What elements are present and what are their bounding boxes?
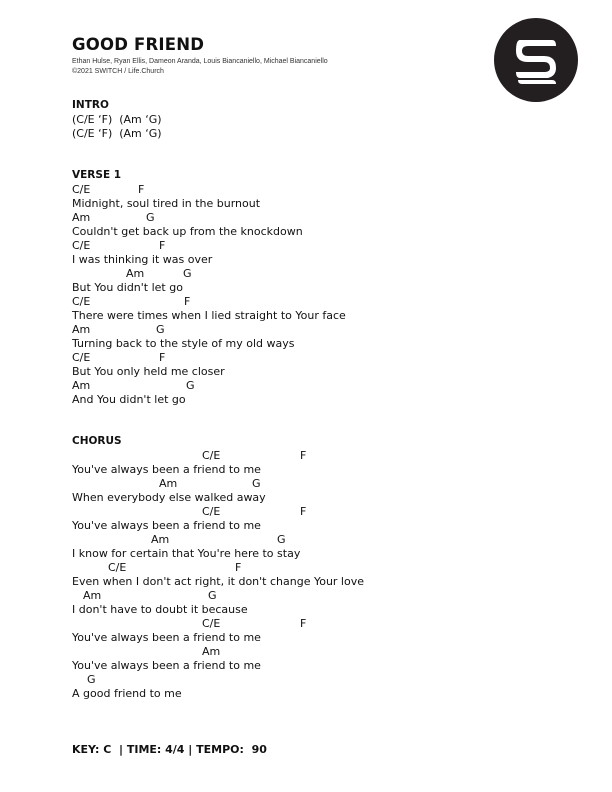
chord: F: [159, 351, 166, 364]
lyric-line: A good friend to me: [72, 687, 182, 700]
lyric-line: Even when I don't act right, it don't change Your love: [72, 575, 364, 588]
song-title: GOOD FRIEND: [72, 35, 205, 54]
section-label-chorus: CHORUS: [72, 435, 122, 447]
chord: Am: [159, 477, 178, 490]
chord: Am: [202, 645, 221, 658]
song-meta-footer: KEY: C | TIME: 4/4 | TEMPO: 90: [72, 743, 267, 756]
copyright: ©2021 SWITCH / Life.Church: [72, 68, 164, 75]
lyric-line: You've always been a friend to me: [72, 631, 261, 644]
lyric-line: And You didn't let go: [72, 393, 186, 406]
section-label-verse-1: VERSE 1: [72, 169, 122, 181]
lyric-line: But You didn't let go: [72, 281, 183, 294]
chord: C/E: [72, 351, 91, 364]
lyric-line: Couldn't get back up from the knockdown: [72, 225, 303, 238]
chord: G: [252, 477, 261, 490]
songwriters: Ethan Hulse, Ryan Ellis, Dameon Aranda, Louis Biancaniello, Michael Biancaniello: [72, 58, 328, 65]
chord: C/E: [72, 183, 91, 196]
chord: F: [300, 617, 307, 630]
chord: C/E: [72, 239, 91, 252]
chord: G: [208, 589, 217, 602]
chord: Am: [126, 267, 145, 280]
chord: G: [156, 323, 165, 336]
lyric-line: I know for certain that You're here to stay: [72, 547, 301, 560]
chord: G: [186, 379, 195, 392]
chord: G: [146, 211, 155, 224]
chord: G: [87, 673, 96, 686]
switch-logo-icon: [494, 18, 578, 102]
lyric-line: Midnight, soul tired in the burnout: [72, 197, 261, 210]
chord: F: [300, 449, 307, 462]
lyric-line: Turning back to the style of my old ways: [72, 337, 295, 350]
lyric-line: You've always been a friend to me: [72, 463, 261, 476]
chord: F: [159, 239, 166, 252]
chord: C/E: [202, 449, 221, 462]
intro-line: (C/E ‘F) (Am ‘G): [72, 127, 162, 140]
intro-line: (C/E ‘F) (Am ‘G): [72, 113, 162, 126]
chord: Am: [72, 211, 91, 224]
chord: Am: [72, 379, 91, 392]
lyric-line: When everybody else walked away: [72, 491, 266, 504]
chord: G: [183, 267, 192, 280]
lyric-line: But You only held me closer: [72, 365, 225, 378]
chord: C/E: [202, 617, 221, 630]
chord: C/E: [108, 561, 127, 574]
chord: F: [138, 183, 145, 196]
section-label-intro: INTRO: [72, 99, 109, 111]
lyric-line: I don't have to doubt it because: [72, 603, 248, 616]
lyric-line: There were times when I lied straight to Your face: [72, 309, 346, 322]
chord: G: [277, 533, 286, 546]
chord: F: [184, 295, 191, 308]
chord: C/E: [72, 295, 91, 308]
lyric-line: You've always been a friend to me: [72, 519, 261, 532]
chord: Am: [72, 323, 91, 336]
lyric-line: You've always been a friend to me: [72, 659, 261, 672]
chord: C/E: [202, 505, 221, 518]
lyric-line: I was thinking it was over: [72, 253, 213, 266]
chord: Am: [83, 589, 102, 602]
chord: Am: [151, 533, 170, 546]
chord: F: [300, 505, 307, 518]
chord: F: [235, 561, 242, 574]
